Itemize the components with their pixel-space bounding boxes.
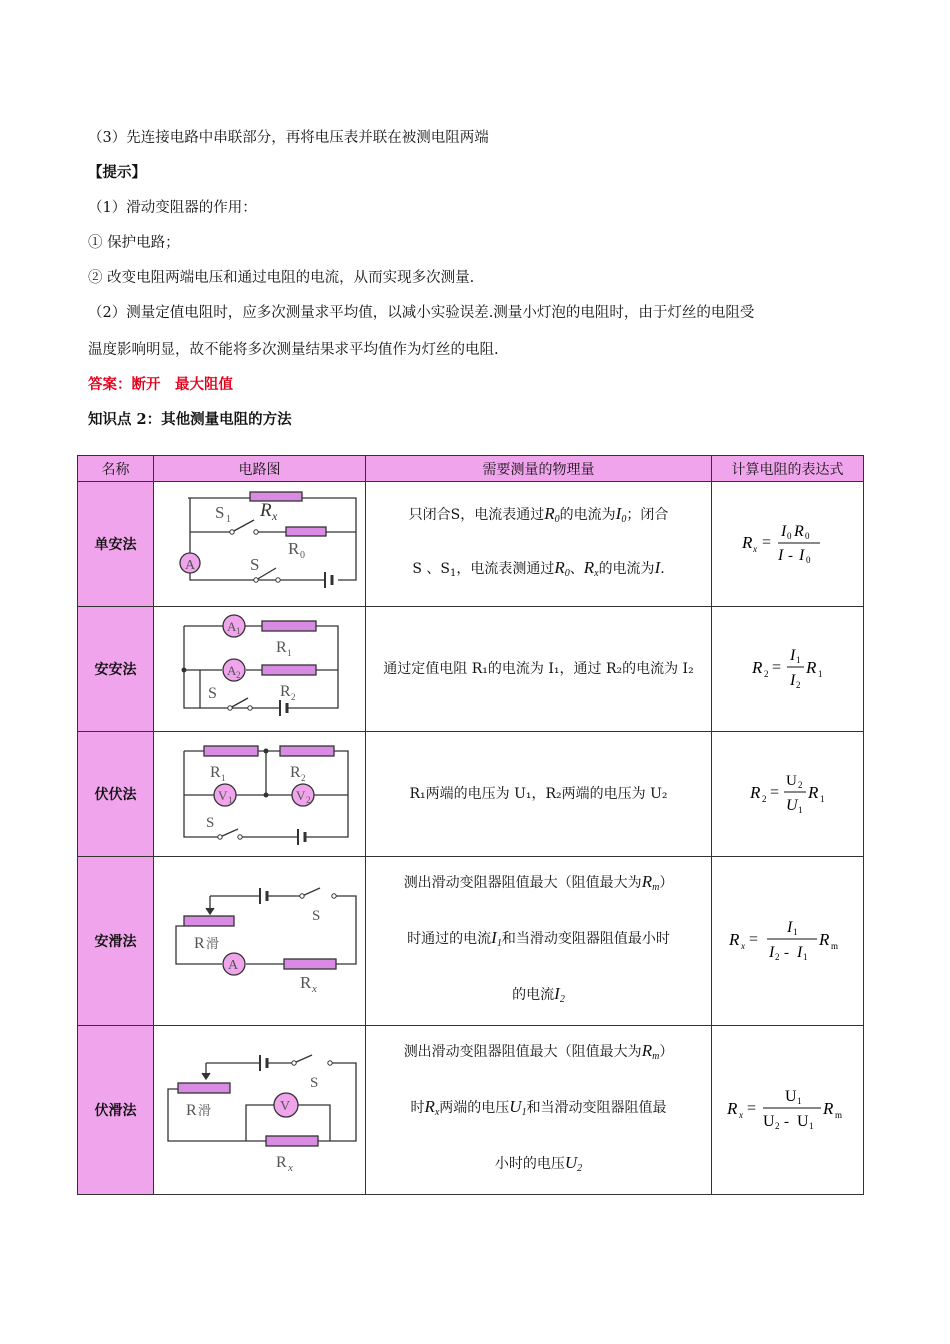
- answer-text: 答案：断开 最大阻值: [88, 376, 233, 393]
- measured-quantity: [366, 482, 712, 607]
- desc-text: 和当滑动变阻器阻值最: [526, 1100, 667, 1116]
- table-row: [78, 732, 864, 857]
- tip-1a-text: ① 保护电路；: [88, 235, 180, 251]
- svg-text:S: S: [214, 503, 224, 522]
- svg-text:0: 0: [786, 531, 791, 541]
- table-row: [78, 607, 864, 732]
- svg-text:S: S: [309, 1075, 318, 1091]
- desc-text: ）: [659, 1044, 674, 1060]
- svg-text:-: -: [783, 1114, 789, 1130]
- svg-text:1: 1: [808, 1121, 813, 1131]
- svg-text:2: 2: [774, 1121, 779, 1131]
- desc-text: ；闭合: [626, 507, 669, 523]
- i0-symbol: $I_0$: [615, 504, 627, 525]
- svg-text:0: 0: [804, 531, 809, 541]
- rx-symbol: $R_x$: [424, 1097, 440, 1118]
- desc-text: 、: [569, 561, 584, 577]
- formula: [712, 732, 864, 857]
- svg-text:U: U: [784, 1088, 797, 1105]
- desc-text: 测出滑动变阻器阻值最大（阻值最大为: [403, 1044, 642, 1060]
- method-name: 安滑法: [78, 857, 154, 1026]
- svg-text:R: R: [289, 764, 301, 781]
- table-row: [78, 1026, 864, 1195]
- svg-text:滑: 滑: [197, 1103, 211, 1118]
- desc-text: 两端的电压: [439, 1100, 510, 1116]
- svg-text:2: 2: [305, 795, 310, 805]
- svg-text:S: S: [311, 908, 320, 924]
- svg-text:1: 1: [227, 795, 232, 805]
- svg-text:R: R: [822, 1099, 833, 1118]
- desc-text: 小时的电压: [494, 1156, 565, 1172]
- svg-text:A: A: [226, 663, 236, 678]
- double-voltmeter-circuit: [170, 737, 350, 847]
- formula: [712, 482, 864, 607]
- u1-symbol: $U_1$: [509, 1097, 527, 1118]
- i-symbol: I: [654, 558, 661, 577]
- svg-text:2: 2: [300, 773, 305, 783]
- tip-header: 【提示】: [88, 164, 146, 181]
- svg-text:x: x: [740, 941, 745, 951]
- svg-text:R: R: [741, 533, 752, 552]
- svg-text:2: 2: [774, 952, 779, 962]
- svg-text:I: I: [789, 647, 795, 664]
- desc-text: 的电流: [512, 987, 555, 1003]
- u2-symbol: $U_2$: [564, 1153, 583, 1174]
- svg-text:A: A: [184, 558, 195, 573]
- svg-text:R: R: [726, 1099, 737, 1118]
- circuit-diagram: [154, 732, 366, 857]
- svg-text:1: 1: [796, 1096, 801, 1106]
- svg-text:1: 1: [235, 626, 240, 636]
- svg-text:U: U: [785, 797, 798, 814]
- tip-1-text: （1）滑动变阻器的作用：: [88, 200, 257, 216]
- svg-text:I: I: [796, 944, 802, 961]
- svg-text:0: 0: [299, 550, 305, 561]
- measured-quantity: [366, 857, 712, 1026]
- svg-text:I: I: [786, 919, 792, 936]
- svg-text:I: I: [780, 523, 786, 540]
- svg-text:R: R: [275, 639, 287, 656]
- desc-text: 测出滑动变阻器阻值最大（阻值最大为: [403, 875, 642, 891]
- desc-text: ，电流表测通过: [456, 561, 555, 577]
- formula: [712, 1026, 864, 1195]
- r0-symbol: $R_0$: [554, 558, 570, 579]
- svg-text:U: U: [785, 773, 797, 789]
- svg-text:R: R: [287, 539, 299, 558]
- svg-text:I: I: [798, 547, 804, 564]
- svg-text:R: R: [793, 523, 804, 540]
- svg-text:1: 1: [286, 648, 291, 658]
- section-title: 知识点 2：其他测量电阻的方法: [88, 411, 292, 428]
- svg-text:R: R: [279, 683, 291, 700]
- svg-text:S: S: [207, 685, 217, 702]
- header-name: 名称: [78, 456, 154, 482]
- svg-text:m: m: [834, 1110, 842, 1120]
- svg-text:S: S: [205, 815, 214, 831]
- svg-text:=: =: [771, 659, 781, 676]
- tip-2-text: （2）测量定值电阻时，应多次测量求平均值，以减小实验误差.测量小灯泡的电阻时，由于灯丝的电阻受: [88, 305, 755, 321]
- desc-text: 和当滑动变阻器阻值最小时: [501, 931, 670, 947]
- svg-text:x: x: [311, 983, 317, 995]
- header-expression: 计算电阻的表达式: [712, 456, 864, 482]
- svg-text:1: 1: [819, 794, 824, 804]
- rx-symbol: $R_x$: [583, 558, 599, 579]
- table-row: [78, 857, 864, 1026]
- svg-text:=: =: [748, 931, 758, 948]
- header-quantity: 需要测量的物理量: [366, 456, 712, 482]
- ammeter-rheostat-circuit: [160, 874, 360, 1004]
- svg-text:2: 2: [290, 692, 295, 702]
- method-name: 单安法: [78, 482, 154, 607]
- svg-text:1: 1: [797, 805, 802, 815]
- svg-text:R: R: [818, 930, 829, 949]
- svg-text:I: I: [768, 944, 774, 961]
- method-name: 伏滑法: [78, 1026, 154, 1195]
- formula-r2-double-voltmeter: [738, 765, 838, 819]
- desc-text: ）: [659, 875, 674, 891]
- formula: [712, 857, 864, 1026]
- i2-symbol: $I_2$: [554, 984, 565, 1005]
- method-name: 伏伏法: [78, 732, 154, 857]
- svg-text:R: R: [751, 658, 762, 677]
- formula-rx-single: [738, 517, 838, 567]
- subscript-1: 1: [449, 568, 457, 579]
- method-name: 安安法: [78, 607, 154, 732]
- svg-text:1: 1: [792, 927, 797, 937]
- svg-text:R: R: [185, 1102, 197, 1119]
- formula-r2-double-ammeter: [738, 640, 838, 694]
- svg-text:1: 1: [795, 655, 800, 665]
- svg-text:=: =: [746, 1100, 756, 1117]
- tip-1b-text: ② 改变电阻两端电压和通过电阻的电流，从而实现多次测量.: [88, 270, 475, 286]
- svg-text:2: 2: [795, 680, 800, 690]
- step-3-text: （3）先连接电路中串联部分，再将电压表并联在被测电阻两端: [88, 130, 489, 146]
- desc-text: 时通过的电流: [407, 931, 492, 947]
- svg-text:U: U: [762, 1113, 775, 1130]
- svg-text:x: x: [271, 509, 277, 523]
- svg-text:R: R: [259, 500, 272, 521]
- measured-quantity: 通过定值电阻 R₁的电流为 I₁，通过 R₂的电流为 I₂: [366, 607, 712, 732]
- svg-text:2: 2: [235, 670, 240, 680]
- svg-text:=: =: [769, 784, 779, 801]
- svg-text:1: 1: [802, 952, 807, 962]
- circuit-diagram: [154, 857, 366, 1026]
- svg-text:x: x: [752, 544, 757, 554]
- formula: [712, 607, 864, 732]
- svg-text:R: R: [749, 783, 760, 802]
- svg-text:滑: 滑: [205, 936, 219, 951]
- svg-text:-: -: [787, 548, 793, 564]
- desc-text: S 、S: [412, 561, 450, 577]
- formula-rx-ammeter-rheostat: [723, 912, 853, 966]
- svg-text:=: =: [761, 534, 771, 551]
- svg-text:U: U: [796, 1113, 809, 1130]
- i1-symbol: $I_1$: [491, 928, 502, 949]
- table-header-row: [78, 456, 864, 482]
- svg-text:R: R: [193, 935, 205, 952]
- svg-text:A: A: [226, 619, 236, 634]
- svg-text:V: V: [295, 788, 305, 803]
- rm-symbol: $R_m$: [641, 1041, 660, 1062]
- svg-text:I: I: [777, 547, 783, 564]
- desc-text: 时: [410, 1100, 425, 1116]
- measured-quantity: R₁两端的电压为 U₁，R₂两端的电压为 U₂: [366, 732, 712, 857]
- svg-text:m: m: [830, 941, 838, 951]
- circuit-diagram: [154, 607, 366, 732]
- svg-text:x: x: [738, 1110, 743, 1120]
- desc-text: .: [660, 561, 665, 577]
- svg-text:R: R: [209, 764, 221, 781]
- svg-text:R: R: [728, 930, 739, 949]
- svg-text:2: 2: [763, 669, 768, 679]
- svg-text:x: x: [287, 1162, 293, 1173]
- svg-text:R: R: [275, 1154, 287, 1171]
- r0-symbol: $R_0$: [544, 504, 560, 525]
- double-ammeter-circuit: [170, 612, 350, 722]
- measured-quantity: [366, 1026, 712, 1195]
- rm-symbol: $R_m$: [641, 872, 660, 893]
- svg-text:V: V: [217, 788, 227, 803]
- tip-2-cont-text: 温度影响明显，故不能将多次测量结果求平均值作为灯丝的电阻.: [88, 342, 499, 358]
- svg-text:2: 2: [761, 794, 766, 804]
- header-circuit: 电路图: [154, 456, 366, 482]
- single-ammeter-circuit: [160, 482, 360, 602]
- svg-text:V: V: [279, 1099, 290, 1114]
- desc-text: 的电流为: [598, 561, 655, 577]
- formula-rx-voltmeter-rheostat: [723, 1081, 853, 1135]
- svg-text:I: I: [789, 672, 795, 689]
- desc-text: 的电流为: [559, 507, 616, 523]
- svg-text:R: R: [807, 783, 818, 802]
- svg-text:0: 0: [805, 555, 810, 565]
- circuit-diagram: [154, 482, 366, 607]
- svg-text:A: A: [227, 958, 238, 973]
- svg-text:1: 1: [225, 514, 231, 525]
- svg-text:1: 1: [220, 773, 225, 783]
- circuit-diagram: [154, 1026, 366, 1195]
- svg-text:R: R: [299, 973, 311, 992]
- svg-text:S: S: [249, 555, 259, 574]
- svg-text:1: 1: [817, 669, 822, 679]
- svg-text:R: R: [805, 658, 816, 677]
- svg-text:2: 2: [797, 780, 802, 790]
- methods-table: [77, 455, 864, 1195]
- desc-text: 只闭合S，电流表通过: [408, 507, 545, 523]
- table-row: [78, 482, 864, 607]
- svg-text:-: -: [783, 945, 789, 961]
- voltmeter-rheostat-circuit: [160, 1043, 360, 1173]
